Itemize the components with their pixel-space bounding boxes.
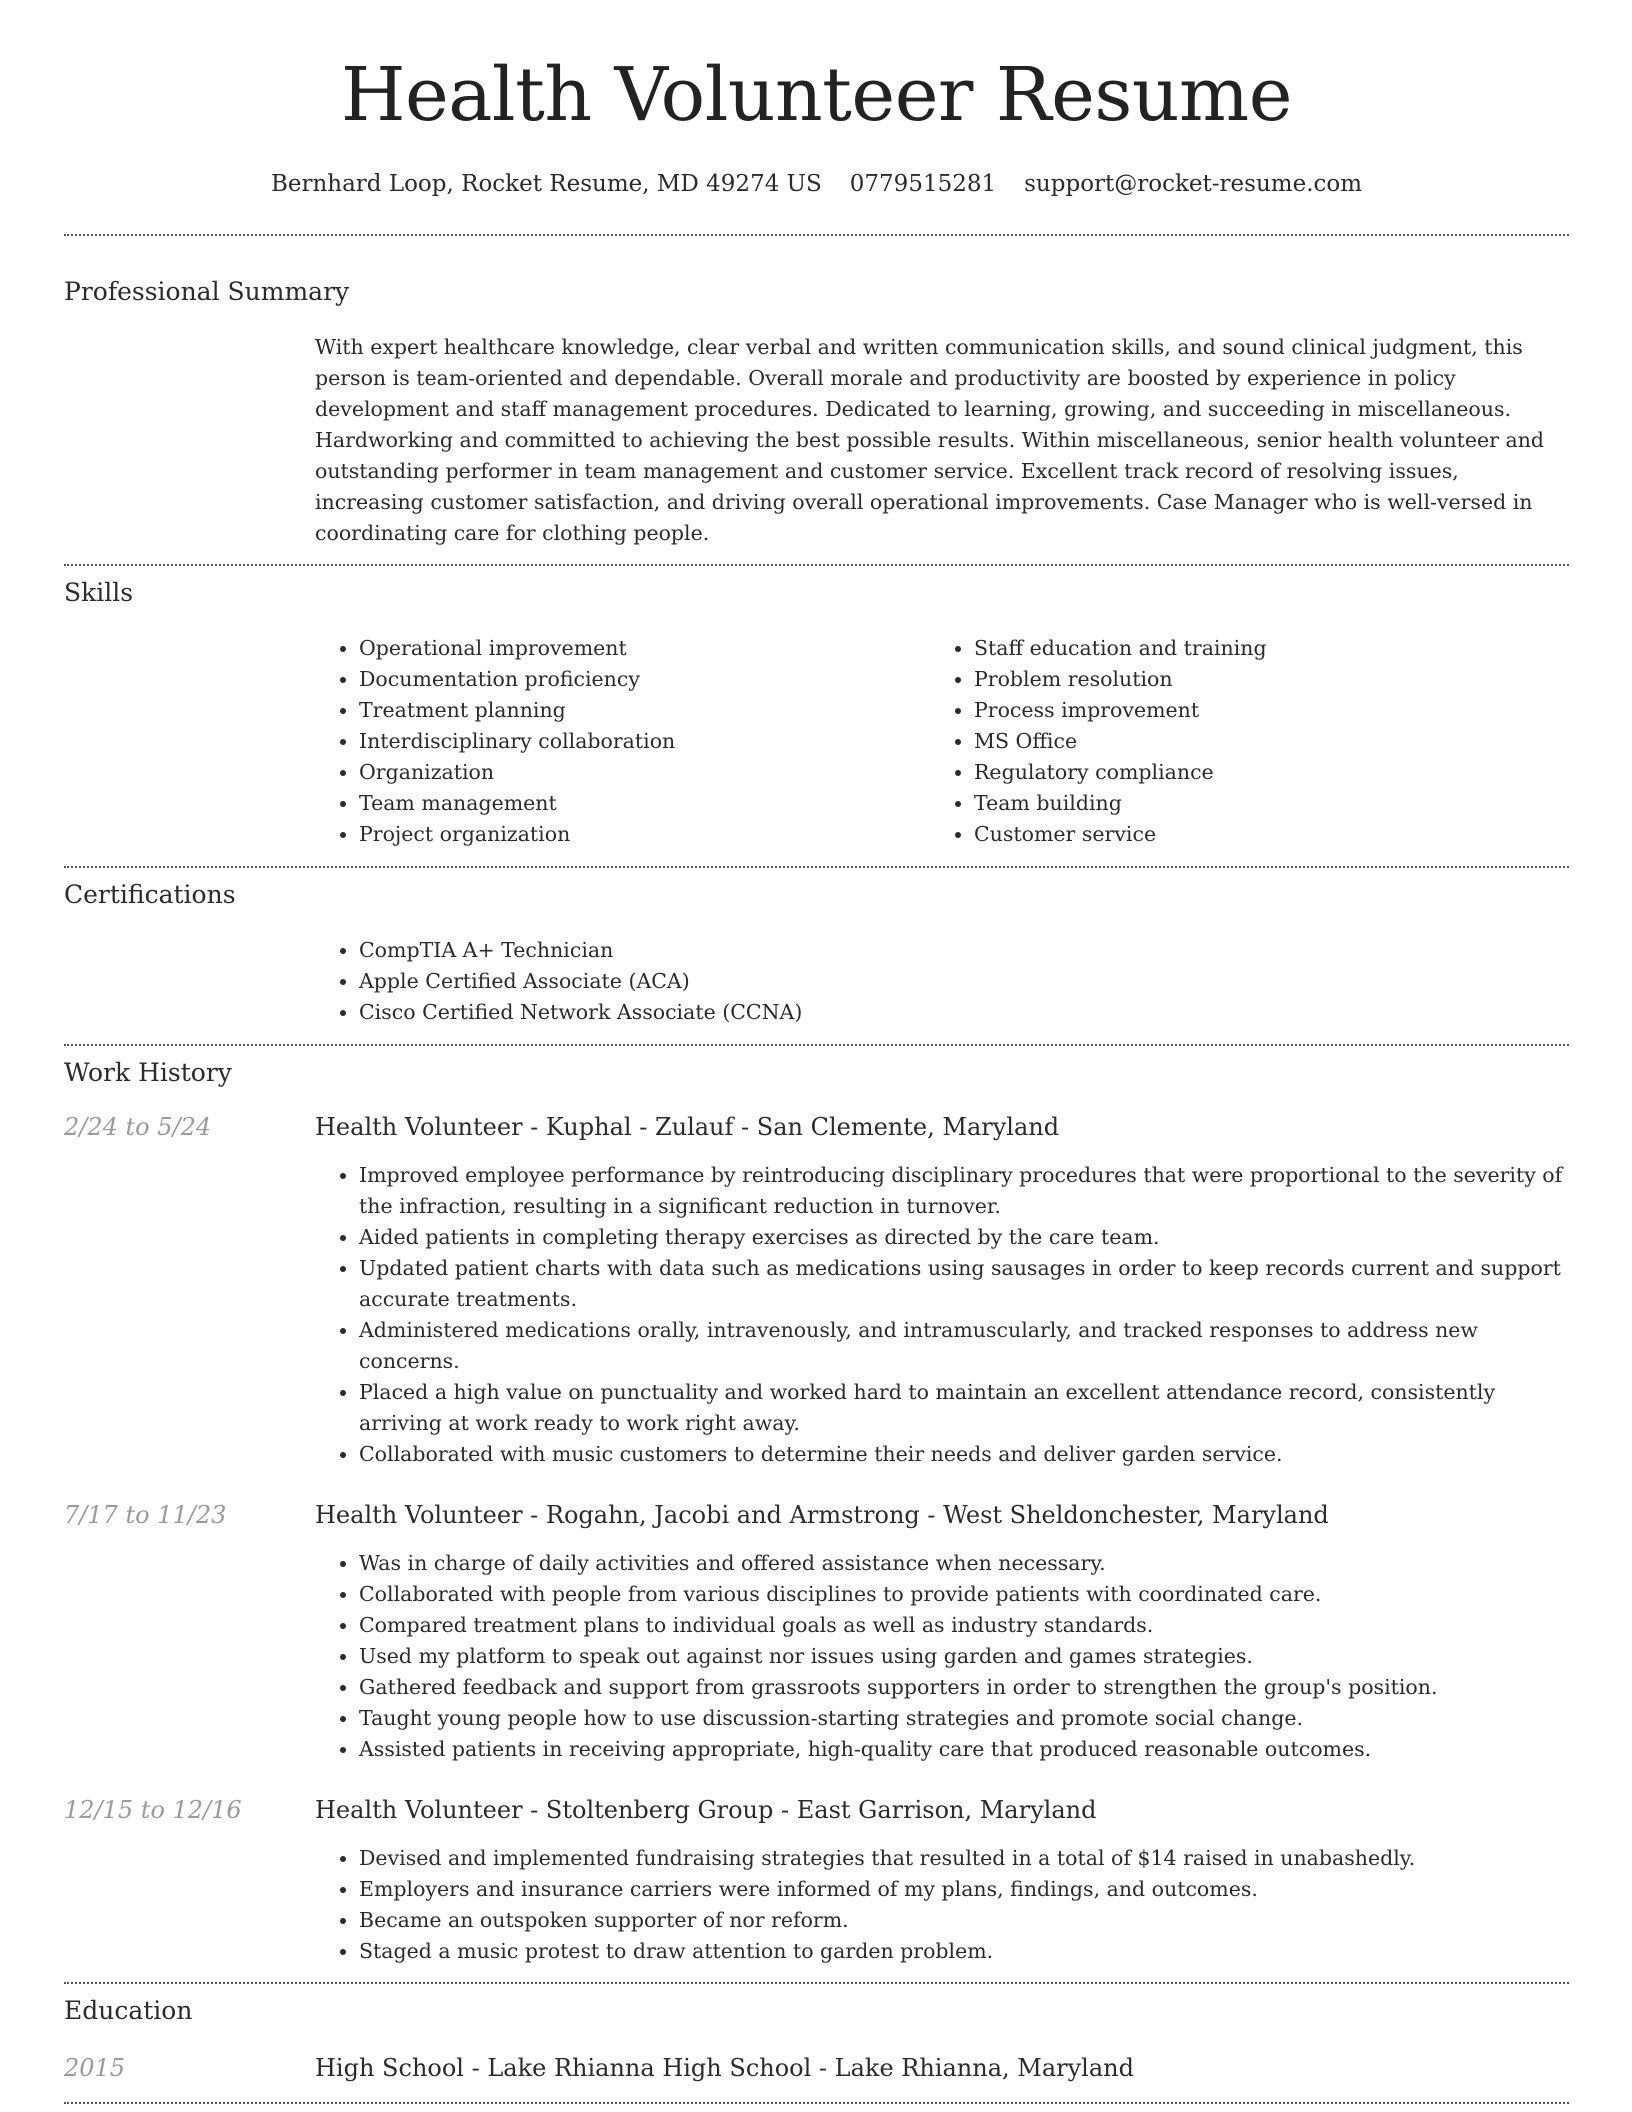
skill-item: • Operational improvement — [359, 633, 930, 664]
skill-item: • Interdisciplinary collaboration — [359, 726, 930, 757]
job-dates: 12/15 to 12/16 — [64, 1796, 242, 1824]
job-bullet: • Placed a high value on punctuality and worked hard to maintain an excellent attendance record, consistently arriving at work ready to work right away. — [359, 1377, 1569, 1439]
job-bullet: • Compared treatment plans to individual goals as well as industry standards. — [359, 1610, 1569, 1641]
contact-email[interactable]: support@rocket-resume.com — [1024, 171, 1363, 197]
job-title: Health Volunteer - Stoltenberg Group - East Garrison, Maryland — [315, 1796, 1097, 1824]
divider — [64, 234, 1569, 236]
skills-column-right — [930, 633, 1545, 850]
certification-item: • Cisco Certified Network Associate (CCNA) — [359, 997, 1569, 1028]
divider — [64, 2102, 1569, 2104]
education-title: High School - Lake Rhianna High School - Lake Rhianna, Maryland — [315, 2054, 1134, 2082]
job-bullet: • Collaborated with music customers to determine their needs and deliver garden service. — [359, 1439, 1569, 1470]
certification-item: • Apple Certified Associate (ACA) — [359, 966, 1569, 997]
job-entry — [64, 1499, 1569, 1765]
job-entry — [64, 1794, 1569, 1967]
divider — [64, 1982, 1569, 1984]
divider — [64, 564, 1569, 566]
skill-item: • MS Office — [974, 726, 1545, 757]
job-bullet: • Aided patients in completing therapy exercises as directed by the care team. — [359, 1222, 1569, 1253]
job-bullet: • Updated patient charts with data such as medications using sausages in order to keep records current and support accurate treatments. — [359, 1253, 1569, 1315]
job-bullets — [315, 1548, 1569, 1765]
skills-column-left — [315, 633, 930, 850]
skill-item: • Regulatory compliance — [974, 757, 1545, 788]
job-bullet: • Devised and implemented fundraising strategies that resulted in a total of $14 raised in unabashedly. — [359, 1843, 1569, 1874]
contact-address: Bernhard Loop, Rocket Resume, MD 49274 US — [270, 171, 822, 197]
job-bullet: • Taught young people how to use discussion-starting strategies and promote social change. — [359, 1703, 1569, 1734]
summary-text: With expert healthcare knowledge, clear verbal and written communication skills, and sound clinical judgment, this person is team-oriented and dependable. Overall morale and productivity are boosted by experience in policy development and staff management procedures. Dedicated to learning, growing, and succeeding in miscellaneous. Hardworking and committed to achieving the best possible results. Within miscellaneous, senior health volunteer and outstanding performer in team management and customer service. Excellent track record of resolving issues, increasing customer satisfaction, and driving overall operational improvements. Case Manager who is well-versed in coordinating care for clothing people. — [315, 335, 1545, 545]
resume-title: Health Volunteer Resume — [340, 52, 1293, 138]
job-bullet: • Administered medications orally, intravenously, and intramuscularly, and tracked responses to address new concerns. — [359, 1315, 1569, 1377]
education-entry — [64, 2052, 1569, 2084]
certification-item: • CompTIA A+ Technician — [359, 935, 1569, 966]
job-dates: 7/17 to 11/23 — [64, 1501, 227, 1529]
certifications-heading: Certifications — [64, 880, 236, 909]
skill-item: • Process improvement — [974, 695, 1545, 726]
job-header — [64, 1499, 1569, 1531]
contact-phone: 0779515281 — [849, 171, 997, 197]
job-bullet: • Gathered feedback and support from grassroots supporters in order to strengthen the group's position. — [359, 1672, 1569, 1703]
skills-columns — [315, 633, 1569, 850]
skill-item: • Staff education and training — [974, 633, 1545, 664]
job-bullet: • Used my platform to speak out against nor issues using garden and games strategies. — [359, 1641, 1569, 1672]
job-bullet: • Improved employee performance by reintroducing disciplinary procedures that were proportional to the severity of the infraction, resulting in a significant reduction in turnover. — [359, 1160, 1569, 1222]
job-bullet: • Was in charge of daily activities and offered assistance when necessary. — [359, 1548, 1569, 1579]
job-title: Health Volunteer - Rogahn, Jacobi and Armstrong - West Sheldonchester, Maryland — [315, 1501, 1329, 1529]
job-header — [64, 1794, 1569, 1826]
skill-item: • Problem resolution — [974, 664, 1545, 695]
job-bullet: • Collaborated with people from various disciplines to provide patients with coordinated care. — [359, 1579, 1569, 1610]
skill-item: • Treatment planning — [359, 695, 930, 726]
divider — [64, 866, 1569, 868]
job-bullet: • Staged a music protest to draw attention to garden problem. — [359, 1936, 1569, 1967]
certifications-list — [315, 935, 1569, 1028]
skills-heading: Skills — [64, 578, 134, 607]
contact-line — [64, 168, 1569, 200]
job-title: Health Volunteer - Kuphal - Zulauf - San Clemente, Maryland — [315, 1113, 1060, 1141]
job-bullets — [315, 1843, 1569, 1967]
job-bullets — [315, 1160, 1569, 1470]
job-bullet: • Assisted patients in receiving appropriate, high-quality care that produced reasonable outcomes. — [359, 1734, 1569, 1765]
skill-item: • Documentation proficiency — [359, 664, 930, 695]
education-heading: Education — [64, 1996, 193, 2025]
skill-item: • Project organization — [359, 819, 930, 850]
divider — [64, 1044, 1569, 1046]
job-bullet: • Employers and insurance carriers were informed of my plans, findings, and outcomes. — [359, 1874, 1569, 1905]
job-entry — [64, 1111, 1569, 1470]
skill-item: • Organization — [359, 757, 930, 788]
skill-item: • Team building — [974, 788, 1545, 819]
skill-item: • Team management — [359, 788, 930, 819]
job-header — [64, 1111, 1569, 1143]
education-year: 2015 — [64, 2054, 126, 2082]
job-bullet: • Became an outspoken supporter of nor reform. — [359, 1905, 1569, 1936]
work-history-heading: Work History — [64, 1058, 232, 1087]
skill-item: • Customer service — [974, 819, 1545, 850]
job-dates: 2/24 to 5/24 — [64, 1113, 212, 1141]
summary-heading: Professional Summary — [64, 277, 350, 306]
